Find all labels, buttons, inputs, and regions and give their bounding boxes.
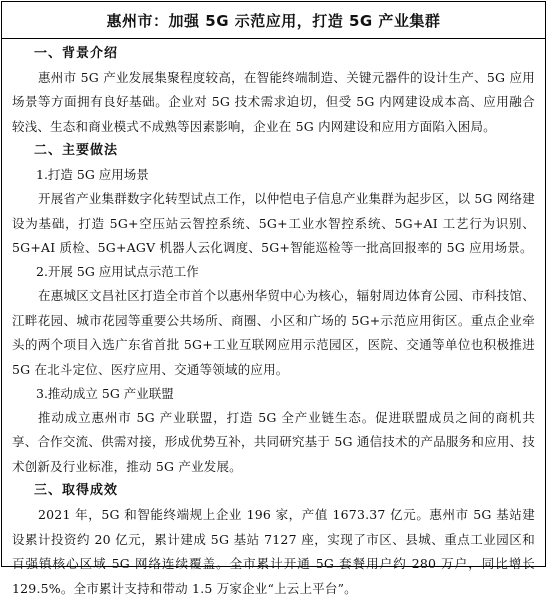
results-paragraph: 2021 年，5G 和智能终端规上企业 196 家，产值 1673.37 亿元。惠州市 5G 基站建设累计投资约 20 亿元，累计建成 5G 基站 7127 座，实现了市区、县城、重点工业园区和百强镇核心区域 5G 网络连续覆盖。全市累计开通 5G 套餐用户约 280 万户，同比增长 129.5%。全市累计支持和带动 1.5 万家企业“上云上平台”。 bbox=[12, 507, 535, 596]
document-body bbox=[2, 39, 545, 601]
practice-paragraph-2: 在惠城区文昌社区打造全市首个以惠州华贸中心为核心，辐射周边体育公园、市科技馆、江畔花园、城市花园等重要公共场所、商圈、小区和广场的 5G+示范应用街区。重点企业牵头的两个项目入选广东省首批 5G+工业互联网应用示范园区，医院、交通等单位也积极推进 5G 在北斗定位、医疗应用、交通等领域的应用。 bbox=[12, 288, 535, 377]
section-heading-practices: 二、主要做法 bbox=[34, 143, 119, 159]
case-document bbox=[1, 1, 546, 596]
section-heading-results: 三、取得成效 bbox=[34, 483, 119, 499]
background-paragraph: 惠州市 5G 产业发展集聚程度较高，在智能终端制造、关键元器件的设计生产、5G 应用场景等方面拥有良好基础。企业对 5G 技术需求迫切，但受 5G 内网建设成本高、应用融合较浅、生态和商业模式不成熟等因素影响，企业在 5G 内网建设和应用方面陷入困局。 bbox=[12, 70, 535, 134]
practice-subheading-2: 2.开展 5G 应用试点示范工作 bbox=[36, 264, 199, 280]
practice-paragraph-3: 推动成立惠州市 5G 产业联盟，打造 5G 全产业链生态。促进联盟成员之间的商机共享、合作交流、供需对接，形成优势互补，共同研究基于 5G 通信技术的产品服务和应用、技术创新及行业标准，推动 5G 产业发展。 bbox=[12, 410, 535, 474]
practice-subheading-3: 3.推动成立 5G 产业联盟 bbox=[36, 386, 174, 402]
document-title: 惠州市：加强 5G 示范应用，打造 5G 产业集群 bbox=[2, 2, 545, 39]
practice-paragraph-1: 开展省产业集群数字化转型试点工作，以仲恺电子信息产业集群为起步区，以 5G 网络建设为基础，打造 5G+空压站云智控系统、5G+工业水智控系统、5G+AI 工艺行为识别、5G+AI 质检、5G+AGV 机器人云化调度、5G+智能巡检等一批高回报率的 5G 应用场景。 bbox=[12, 191, 535, 256]
practice-subheading-1: 1.打造 5G 应用场景 bbox=[36, 167, 149, 183]
section-heading-background: 一、背景介绍 bbox=[34, 46, 119, 61]
